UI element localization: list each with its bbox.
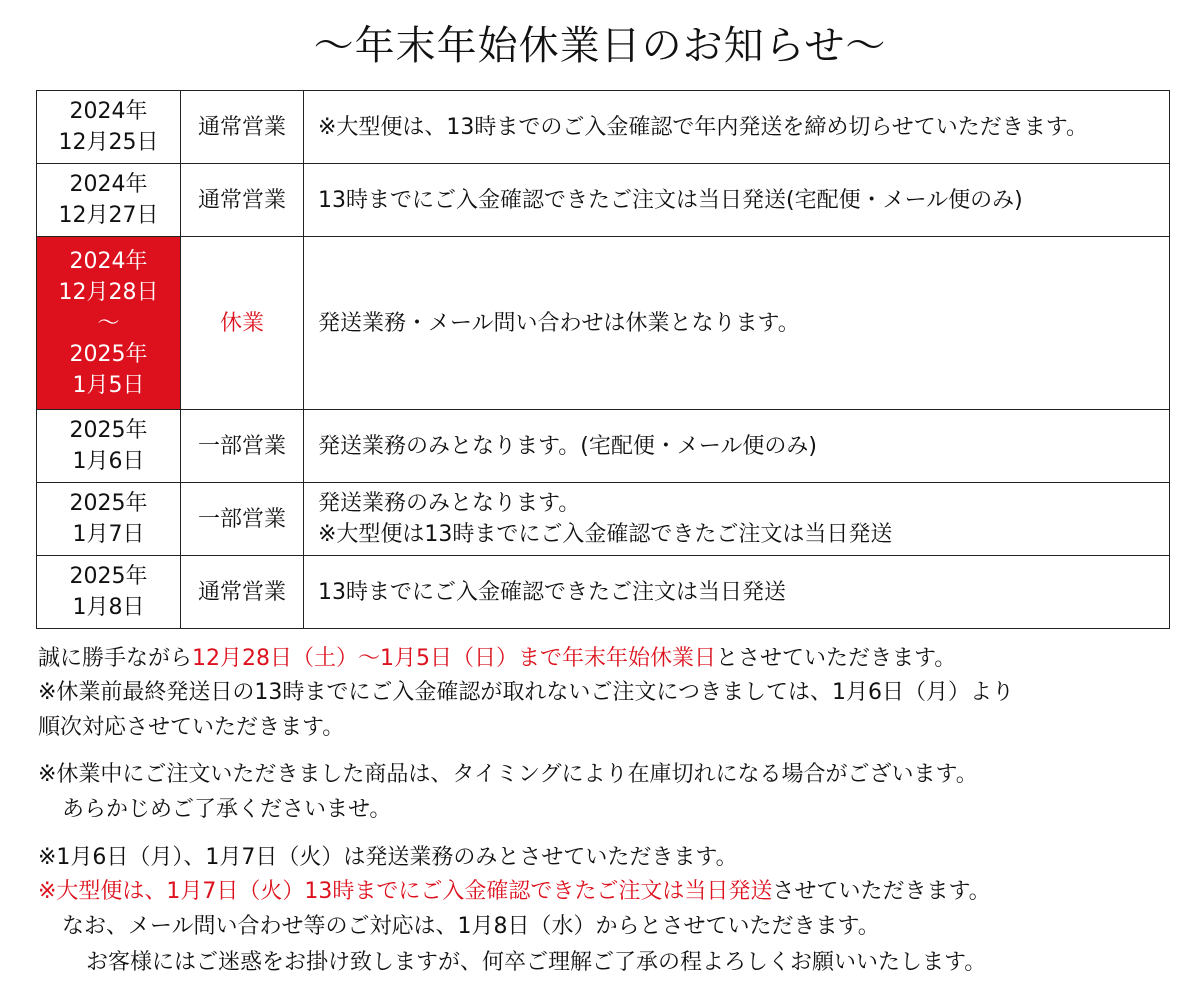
status-cell: 一部営業 [181, 483, 304, 556]
table-row [37, 164, 1170, 237]
date-cell [37, 556, 181, 629]
date-year: 2024年 [69, 99, 148, 124]
date-year: 2025年 [69, 491, 148, 516]
detail-text: 発送業務のみとなります。(宅配便・メール便のみ) [318, 433, 817, 459]
detail-cell [304, 556, 1170, 629]
date-day: 12月25日 [58, 130, 159, 155]
table-row-holiday [37, 237, 1170, 410]
table-row [37, 91, 1170, 164]
note-stock: ※休業中にご注文いただきました商品は、タイミングにより在庫切れになる場合がございます。 [38, 762, 978, 787]
status-cell: 通常営業 [181, 91, 304, 164]
table-row [37, 556, 1170, 629]
note-large-item [38, 875, 991, 909]
note-email: なお、メール問い合わせ等のご対応は、1月8日（水）からとさせていただきます。 [62, 914, 880, 939]
detail-cell [304, 410, 1170, 483]
date-day: 12月28日 [58, 279, 159, 305]
note-shipping-only: ※1月6日（月）、1月7日（火）は発送業務のみとさせていただきます。 [38, 845, 738, 870]
note-highlight: 12月28日（土）〜1月5日（日）まで年末年始休業日 [192, 646, 716, 671]
date-year: 2024年 [69, 248, 148, 274]
date-day-end: 1月5日 [72, 372, 145, 398]
date-cell [37, 483, 181, 556]
holiday-schedule-table [36, 90, 1170, 629]
date-day: 1月6日 [72, 449, 145, 474]
detail-cell [304, 237, 1170, 410]
detail-cell [304, 483, 1170, 556]
table-row [37, 410, 1170, 483]
detail-text: 13時までにご入金確認できたご注文は当日発送 [318, 579, 786, 605]
detail-text: 発送業務・メール問い合わせは休業となります。 [318, 310, 800, 336]
note-payment-cont: 順次対応させていただきます。 [38, 715, 345, 740]
note-closure-period [38, 642, 956, 676]
date-year-end: 2025年 [69, 341, 148, 367]
table-row [37, 483, 1170, 556]
detail-text: 発送業務のみとなります。 [318, 491, 581, 516]
date-cell [37, 410, 181, 483]
detail-cell [304, 91, 1170, 164]
status-cell: 通常営業 [181, 556, 304, 629]
date-year: 2025年 [69, 564, 148, 589]
status-cell: 休業 [181, 237, 304, 410]
page-title: 〜年末年始休業日のお知らせ〜 [313, 23, 887, 69]
note-payment: ※休業前最終発送日の13時までにご入金確認が取れないご注文につきましては、1月6日（月）より [38, 680, 1014, 705]
note-highlight: ※大型便は、1月7日（火）13時までにご入金確認できたご注文は当日発送 [38, 879, 773, 904]
detail-text: ※大型便は、13時までのご入金確認で年内発送を締め切らせていただきます。 [318, 114, 1089, 140]
holiday-date-cell [37, 237, 181, 410]
date-cell [37, 91, 181, 164]
status-cell: 通常営業 [181, 164, 304, 237]
detail-text: 13時までにご入金確認できたご注文は当日発送(宅配便・メール便のみ) [318, 187, 1023, 213]
date-day: 12月27日 [58, 203, 159, 228]
note-text: とさせていただきます。 [716, 646, 957, 671]
date-cell [37, 164, 181, 237]
date-range-tilde: 〜 [97, 310, 120, 336]
date-day: 1月8日 [72, 595, 145, 620]
detail-text-2: ※大型便は13時までにご入金確認できたご注文は当日発送 [318, 522, 893, 547]
date-year: 2024年 [69, 172, 148, 197]
status-cell: 一部営業 [181, 410, 304, 483]
note-text: させていただきます。 [772, 879, 991, 904]
note-text: 誠に勝手ながら [38, 646, 193, 671]
date-year: 2025年 [69, 418, 148, 443]
note-apology: お客様にはご迷惑をお掛け致しますが、何卒ご理解ご了承の程よろしくお願いいたします。 [86, 950, 987, 975]
note-stock-cont: あらかじめご了承くださいませ。 [62, 797, 392, 822]
detail-cell [304, 164, 1170, 237]
date-day: 1月7日 [72, 522, 145, 547]
